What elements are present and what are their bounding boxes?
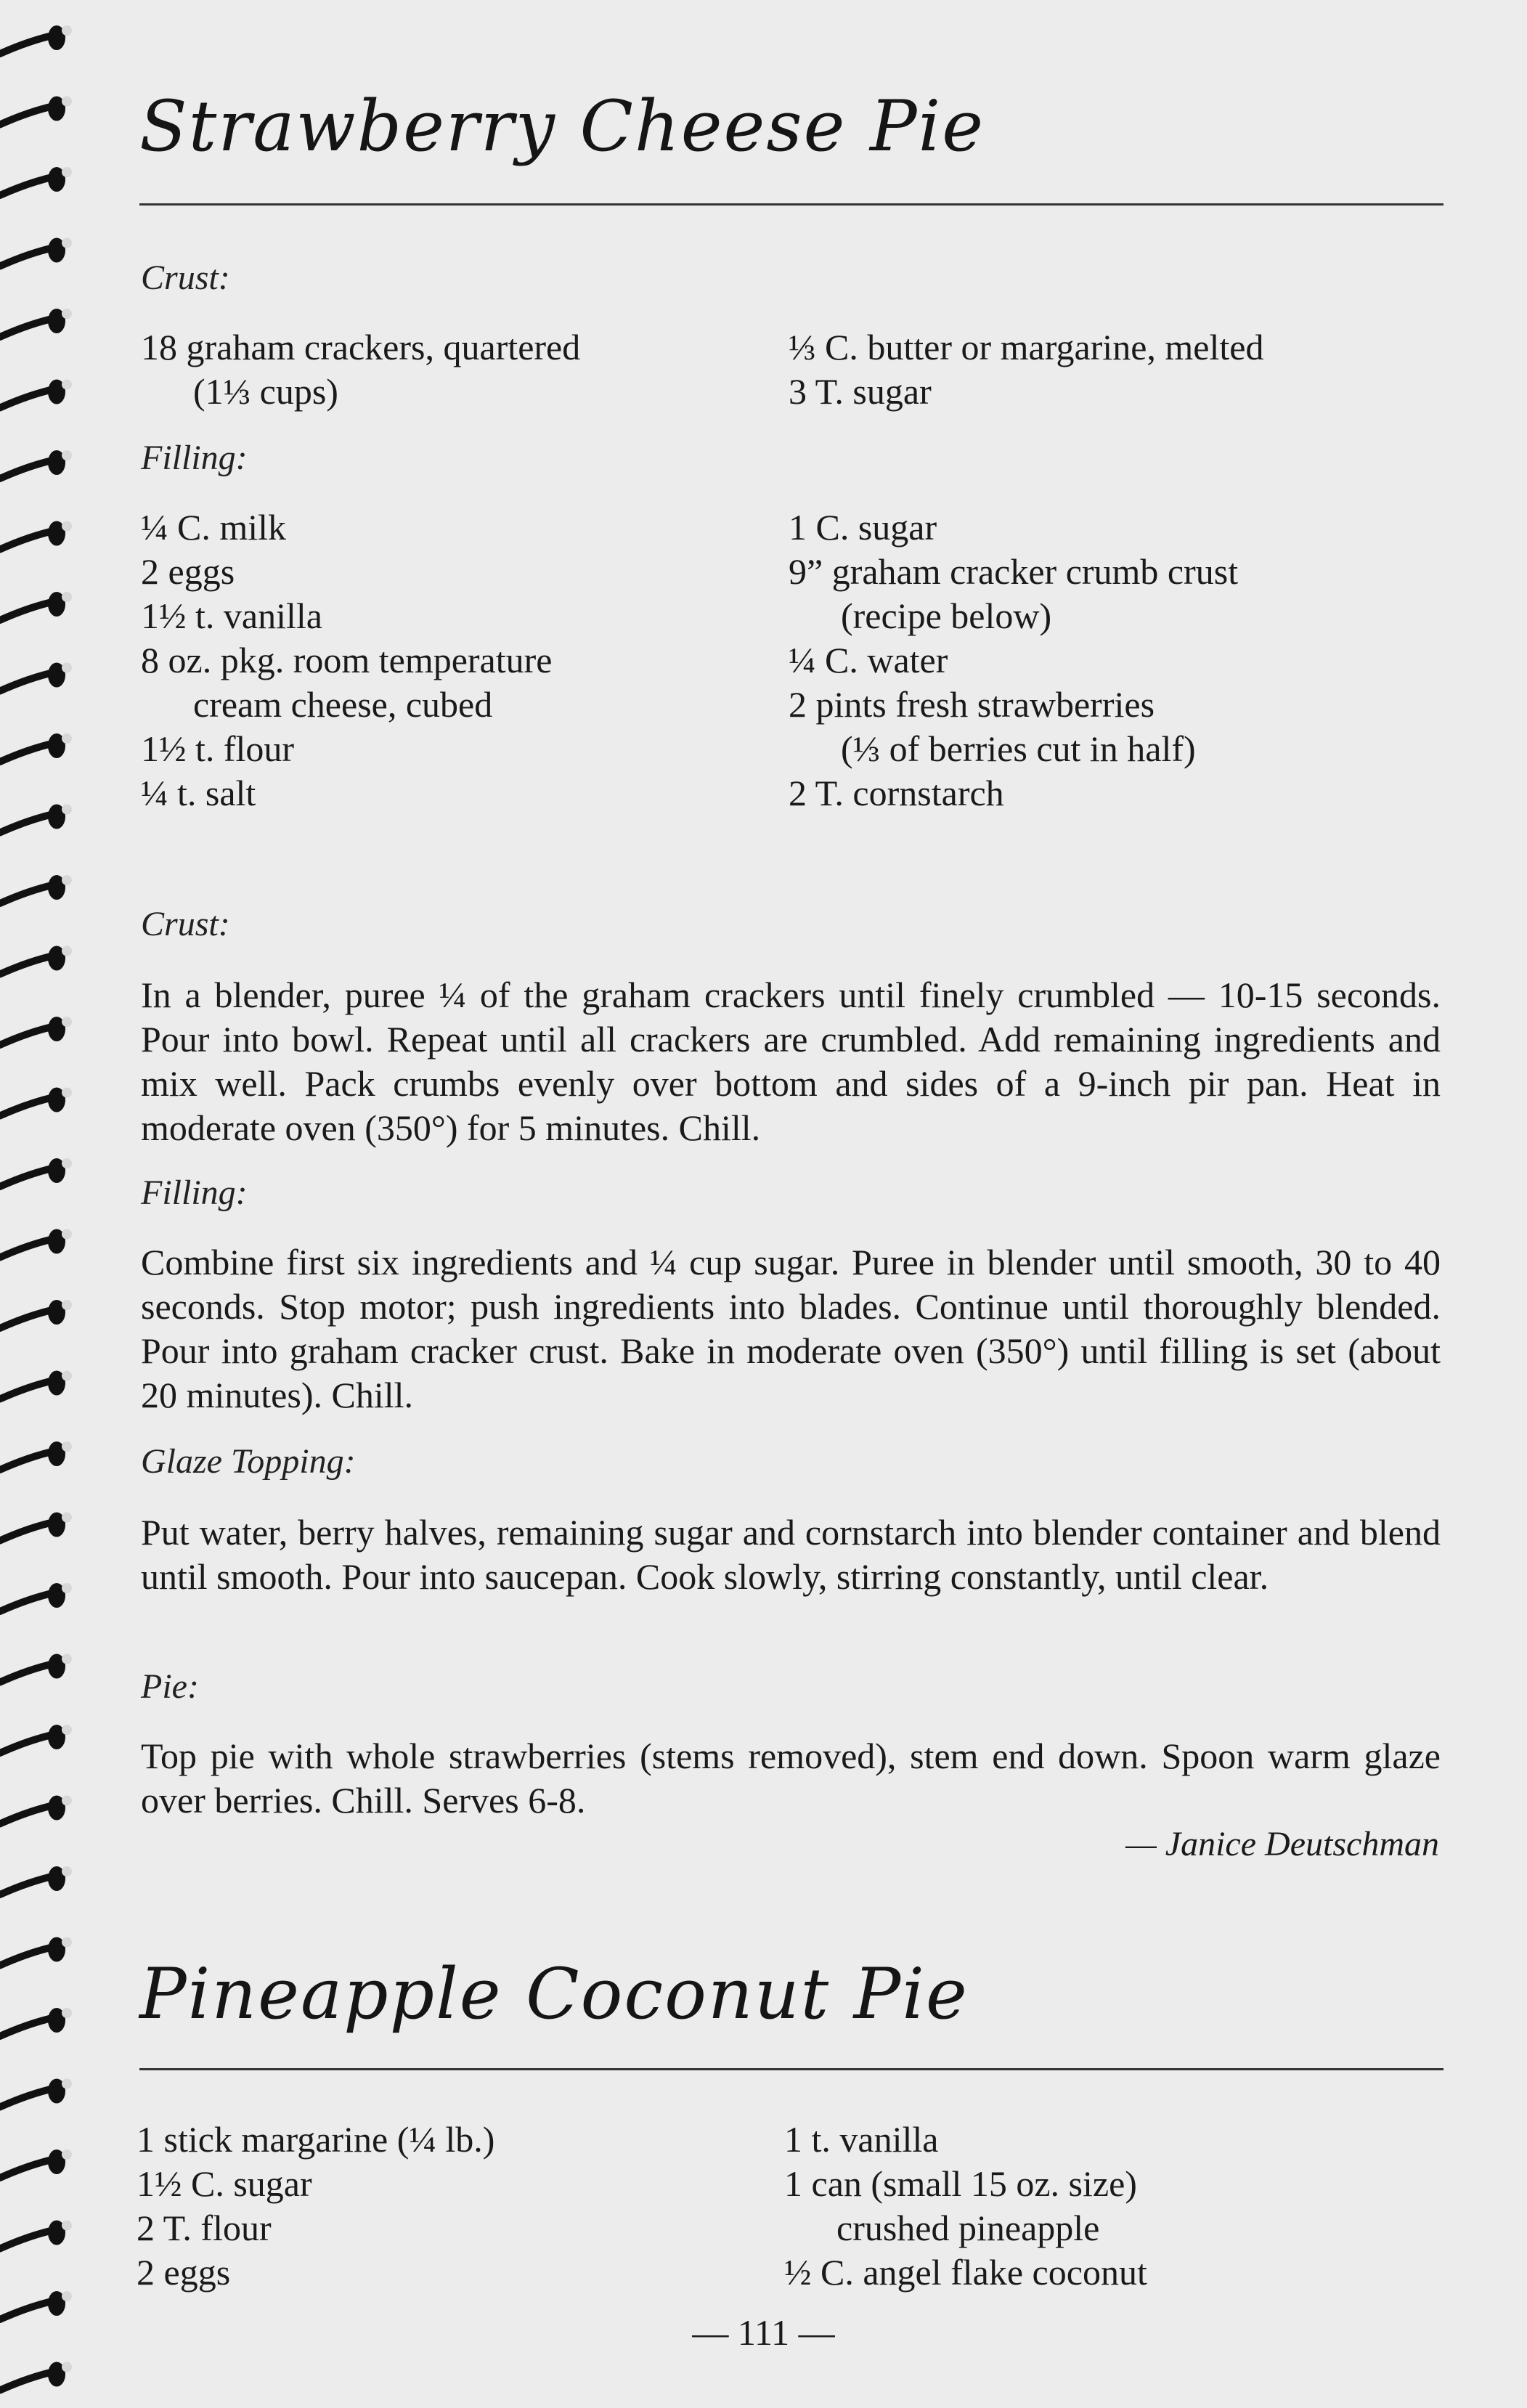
ingredient-text: 1 C. sugar (789, 507, 937, 548)
ingredient-item (141, 550, 552, 594)
ingredient-text: 2 T. cornstarch (789, 773, 1004, 813)
ingredient-item (784, 2162, 1147, 2250)
glaze-topping-directions: Put water, berry halves, remaining sugar and cornstarch into blender container and blend until smooth. Pour into saucepan. Cook slowly, stirring constantly, until clear. (141, 1512, 1441, 1597)
ingredient-continuation: cream cheese, cubed (193, 684, 493, 725)
ingredient-item (789, 550, 1238, 638)
ingredient-text: 1½ t. flour (141, 728, 295, 769)
ingredient-text: 3 T. sugar (789, 371, 932, 412)
spiral-coil-icon (0, 0, 80, 2408)
ingredient-text: 18 graham crackers, quartered (141, 327, 581, 367)
ingredient-item (141, 594, 552, 638)
ingredient-item (141, 727, 552, 771)
pie-label: Pie: (141, 1667, 199, 1706)
recipe-title-strawberry-cheese-pie: Strawberry Cheese Pie (139, 86, 985, 167)
crust-label: Crust: (141, 259, 230, 297)
ingredient-text: ¼ C. water (789, 640, 948, 680)
glaze-topping-label: Glaze Topping: (141, 1442, 356, 1481)
filling-ingredients-right (789, 505, 1238, 815)
crust-ingredients-left (141, 325, 580, 414)
ingredient-text: 8 oz. pkg. room temperature (141, 640, 553, 680)
ingredient-item (789, 325, 1263, 370)
ingredient-text: 1 stick margarine (¼ lb.) (137, 2119, 495, 2160)
ingredient-text: 1½ t. vanilla (141, 595, 322, 636)
ingredient-item (789, 370, 1263, 414)
pineapple-ingredients-left (137, 2118, 494, 2295)
recipe-title-pineapple-coconut-pie: Pineapple Coconut Pie (139, 1953, 969, 2035)
crust-directions: In a blender, puree ¼ of the graham crackers until finely crumbled — 10-15 seconds. Pour into bowl. Repeat until all crackers are crumbled. Add remaining ingredients and mix well. Pack crumbs evenly over bottom and sides of a 9-inch pir pan. Heat in moderate oven (350°) for 5 minutes. Chill. (141, 975, 1441, 1148)
ingredient-item (141, 638, 552, 727)
ingredient-item (137, 2162, 494, 2206)
ingredient-text: 2 eggs (137, 2252, 231, 2293)
page-number: — 111 — (692, 2312, 835, 2353)
spiral-binding (0, 0, 80, 2408)
ingredient-continuation: crushed pineapple (836, 2208, 1100, 2248)
recipe-author: — Janice Deutschman (1125, 1825, 1439, 1863)
filling-directions-label: Filling: (141, 1174, 248, 1212)
ingredient-text: ¼ t. salt (141, 773, 256, 813)
pie-directions: Top pie with whole strawberries (stems removed), stem end down. Spoon warm glaze over berries. Chill. Serves 6-8. (141, 1736, 1441, 1821)
ingredient-text: 1½ C. sugar (137, 2163, 312, 2204)
filling-ingredients-left (141, 505, 552, 815)
title-divider (139, 203, 1443, 206)
crust-ingredients-right (789, 325, 1263, 414)
ingredient-item (784, 2250, 1147, 2295)
ingredient-text: 1 t. vanilla (784, 2119, 939, 2160)
ingredient-text: 2 pints fresh strawberries (789, 684, 1155, 725)
ingredient-item (137, 2206, 494, 2250)
pineapple-ingredients-right (784, 2118, 1147, 2295)
ingredient-continuation: (1⅓ cups) (193, 371, 338, 412)
ingredient-item (789, 638, 1238, 683)
ingredient-item (137, 2118, 494, 2162)
filling-directions: Combine first six ingredients and ¼ cup sugar. Puree in blender until smooth, 30 to 40 seconds. Stop motor; push ingredients into blades. Continue until thoroughly blended. Pour into graham cracker crust. Bake in moderate oven (350°) until filling is set (about 20 minutes). Chill. (141, 1242, 1441, 1415)
ingredient-item (141, 771, 552, 815)
ingredient-text: ¼ C. milk (141, 507, 287, 548)
ingredient-continuation: (recipe below) (841, 595, 1052, 636)
ingredient-text: ½ C. angel flake coconut (784, 2252, 1147, 2293)
filling-label: Filling: (141, 439, 248, 477)
ingredient-text: 1 can (small 15 oz. size) (784, 2163, 1137, 2204)
ingredient-item (789, 505, 1238, 550)
ingredient-item (789, 771, 1238, 815)
ingredient-item (141, 325, 580, 414)
crust-directions-label: Crust: (141, 905, 230, 943)
ingredient-item (141, 505, 552, 550)
ingredient-item (137, 2250, 494, 2295)
ingredient-text: 2 T. flour (137, 2208, 272, 2248)
ingredient-continuation: (⅓ of berries cut in half) (841, 728, 1196, 769)
ingredient-text: 2 eggs (141, 551, 235, 592)
title-divider-2 (139, 2068, 1443, 2070)
ingredient-item (789, 683, 1238, 771)
ingredient-text: ⅓ C. butter or margarine, melted (789, 327, 1264, 367)
ingredient-text: 9” graham cracker crumb crust (789, 551, 1239, 592)
ingredient-item (784, 2118, 1147, 2162)
